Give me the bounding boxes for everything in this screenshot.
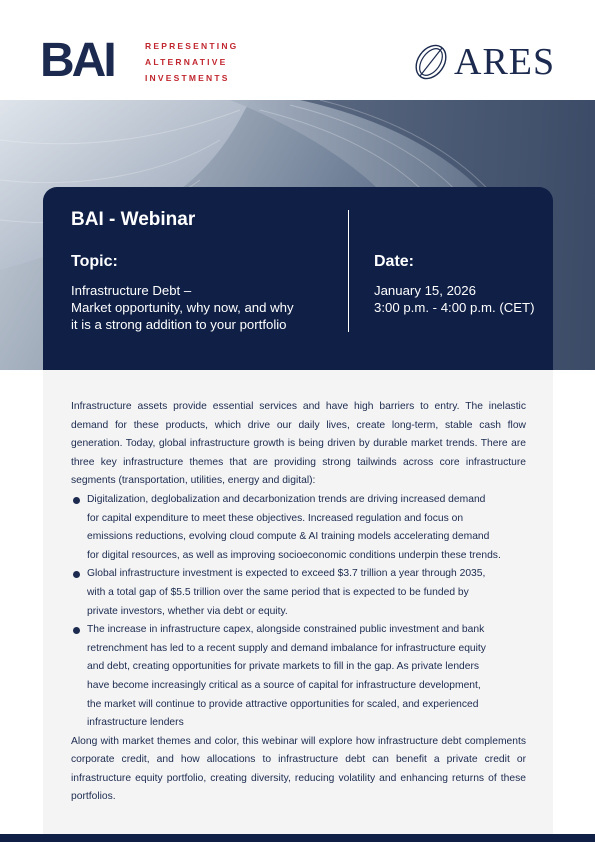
- webinar-card: [43, 187, 553, 370]
- bullet-dot-icon: [73, 497, 80, 504]
- bullet-line: emissions reductions, evolving cloud compute & AI training models accelerating demand: [87, 531, 490, 543]
- webinar-title: BAI - Webinar: [71, 209, 196, 230]
- bullet-line: The increase in infrastructure capex, alongside constrained public investment and bank: [87, 624, 485, 636]
- date-line: January 15, 2026: [374, 283, 476, 298]
- ares-logo-wordmark: ARES: [454, 41, 556, 83]
- card-divider: [348, 210, 349, 332]
- footer-bar: [0, 834, 595, 842]
- ares-logo: [410, 38, 560, 86]
- bullet-line: have become increasingly critical as a source of capital for infrastructure development,: [87, 679, 481, 691]
- bullet-item: [71, 621, 526, 733]
- bai-tagline-line: ALTERNATIVE: [145, 57, 228, 67]
- bai-tagline-line: INVESTMENTS: [145, 73, 230, 83]
- bullet-line: for capital expenditure to meet these objectives. Increased regulation and focus on: [87, 512, 464, 524]
- bullet-line: the market will continue to provide attractive opportunities for scaled, and experienced: [87, 698, 479, 710]
- bullet-item: [71, 491, 526, 565]
- ares-ellipse-icon: [410, 40, 452, 84]
- bullet-line: private investors, whether via debt or equity.: [87, 605, 288, 617]
- theme-bullet-list: [71, 491, 526, 733]
- date-label: Date:: [374, 253, 415, 270]
- body-text: [71, 398, 526, 807]
- bullet-item: [71, 565, 526, 621]
- bullet-dot-icon: [73, 571, 80, 578]
- topic-line: Infrastructure Debt –: [71, 283, 192, 298]
- bullet-line: with a total gap of $5.5 trillion over the same period that is expected to be funded by: [87, 586, 469, 598]
- bai-logo-mark: BAI: [40, 34, 114, 87]
- closing-paragraph: Along with market themes and color, this webinar will explore how infrastructure debt complements corporate credit, and how allocations to infrastructure debt can benefit a private credit or infrastructure equity portfolio, creating diversity, reducing volatility and enhancing returns of these portfolios.: [71, 735, 526, 803]
- bullet-line: retrenchment has led to a recent supply and demand imbalance for infrastructure equity: [87, 642, 486, 654]
- bullet-dot-icon: [73, 627, 80, 634]
- bullet-line: Digitalization, deglobalization and decarbonization trends are driving increased demand: [87, 493, 486, 505]
- bullet-line: for digital resources, as well as improving socioeconomic conditions underpin these trends.: [87, 549, 501, 561]
- bai-logo-tagline: [145, 38, 238, 86]
- time-line: 3:00 p.m. - 4:00 p.m. (CET): [374, 300, 535, 315]
- topic-label: Topic:: [71, 253, 118, 270]
- bullet-line: infrastructure lenders: [87, 717, 184, 729]
- page-header: [0, 0, 595, 100]
- intro-paragraph: Infrastructure assets provide essential services and have high barriers to entry. The inelastic demand for these products, which drive our daily lives, create long-term, stable cash flow generation. Today, global infrastructure growth is being driven by durable market trends. There are three key infrastructure themes that are providing strong tailwinds across core infrastructure segments (transportation, utilities, energy and digital):: [71, 401, 526, 487]
- date-text: [374, 282, 535, 316]
- bai-tagline-line: REPRESENTING: [145, 41, 239, 51]
- topic-line: it is a strong addition to your portfolio: [71, 317, 287, 332]
- topic-text: [71, 282, 341, 333]
- bullet-line: Global infrastructure investment is expected to exceed $3.7 trillion a year through 2035,: [87, 568, 486, 580]
- topic-line: Market opportunity, why now, and why: [71, 300, 294, 315]
- bullet-line: and debt, creating opportunities for private markets to fill in the gap. As private lenders: [87, 661, 480, 673]
- bai-logo: [40, 36, 240, 86]
